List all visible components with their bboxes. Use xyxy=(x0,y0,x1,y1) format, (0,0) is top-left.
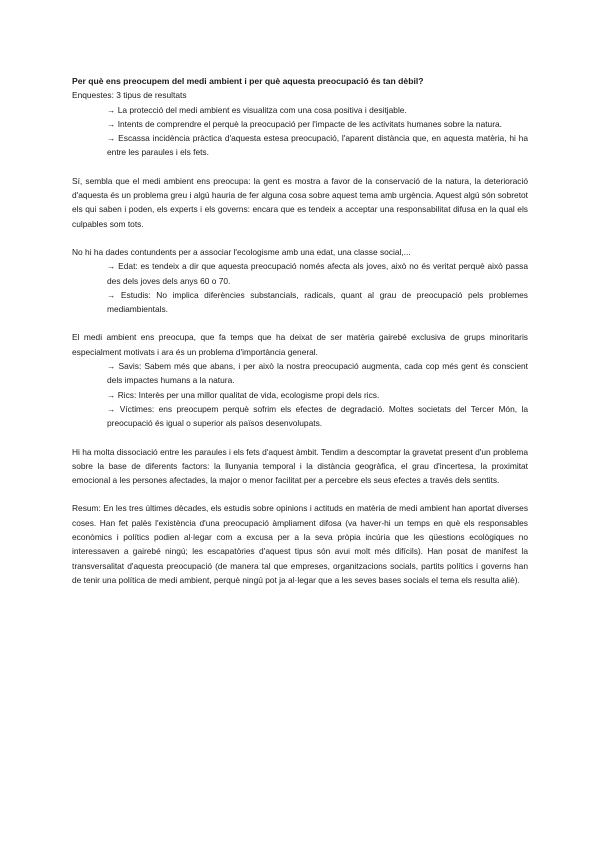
dades-item-edat: → Edat: es tendeix a dir que aquesta preocupació només afecta als joves, això no és veritat perquè això passa des dels joves dels anys 60 o 70. xyxy=(107,261,528,286)
enquestes-item-2: → Intents de comprendre el perquè la preocupació per l'impacte de les activitats humanes sobre la natura. xyxy=(107,118,502,129)
section-dades xyxy=(72,245,528,316)
preocupa-item-savis: → Savis: Sabem més que abans, i per això la nostra preocupació augmenta, cada cop més gent és conscient dels impactes humans a la natura. xyxy=(107,361,528,386)
document-page xyxy=(72,74,528,601)
dades-item-estudis: → Estudis: No implica diferències substancials, radicals, quant al grau de preocupació pels problemes mediambientals. xyxy=(107,289,528,315)
enquestes-label: Enquestes: 3 tipus de resultats xyxy=(72,90,187,101)
paragraph-dissociacio: Hi ha molta dissociació entre les paraules i els fets d'aquest àmbit. Tendim a descomptar la gravetat present d'un problema sobre la base de diferents factors: la llunyania temporal i la distància geogràfica, el grau d'incertesa, la proximitat emocional a les persones afectades, la major o menor facilitat per a percebre els seus efectes a través dels sentits. xyxy=(72,446,528,486)
paragraph-preocupacio: Sí, sembla que el medi ambient ens preocupa: la gent es mostra a favor de la conservació de la natura, la deterioració d'aquesta és un problema greu i algú hauria de fer alguna cosa sobre aquest tema amb urgència. Aquest algú són sobretot els qui saben i poden, els experts i els governs: encara que es tendeix a acceptar una responsabilitat difusa en la qual els culpables som tots. xyxy=(72,175,529,229)
section-preocupa xyxy=(72,330,528,430)
preocupa-item-victimes: → Víctimes: ens preocupem perquè sofrim els efectes de degradació. Moltes societats del Tercer Món, la preocupació és igual o superior als països desenvolupats. xyxy=(107,403,528,429)
enquestes-item-1: → La protecció del medi ambient es visualitza com una cosa positiva i desitjable. xyxy=(107,104,407,115)
section-resum xyxy=(72,501,528,587)
enquestes-item-3: → Escassa incidència pràctica d'aquesta estesa preocupació, l'aparent distància que, en aquesta matèria, hi ha entre les paraules i els fets. xyxy=(107,133,528,158)
section-preocupacio xyxy=(72,174,528,231)
dades-intro: No hi ha dades contundents per a associar l'ecologisme amb una edat, una classe social,... xyxy=(72,246,411,257)
preocupa-intro: El medi ambient ens preocupa, que fa temps que ha deixat de ser matèria gairebé exclusiva de grups minoritaris especialment motivats i ara és un problema d'importància general. xyxy=(72,332,528,357)
paragraph-resum: Resum: En les tres últimes dècades, els estudis sobre opinions i actituds en matèria de medi ambient han aportat diverses coses. Han fet palès l'existència d'una preocupació àmpliament difosa (va haver-hi un temps en què els responsables econòmics i polítics podien al·legar com a excusa per a la seva pròpia incúria que les qüestions ecològiques no interessaven a gairebé ningú; les escapatòries d'aquest tipus són avui molt més difícils). Han posat de manifest la transversalitat d'aquesta preocupació (de manera tal que empreses, organitzacions socials, partits polítics i governs han de tenir una política de medi ambient, perquè ningú pot ja al·legar que a les seves bases socials el tema els resulta aliè). xyxy=(72,503,528,585)
document-title: Per què ens preocupem del medi ambient i per què aquesta preocupació és tan dèbil? xyxy=(72,76,424,86)
section-dissociacio xyxy=(72,445,528,488)
section-intro xyxy=(72,74,528,160)
preocupa-item-rics: → Rics: Interès per una millor qualitat de vida, ecologisme propi dels rics. xyxy=(107,389,380,400)
